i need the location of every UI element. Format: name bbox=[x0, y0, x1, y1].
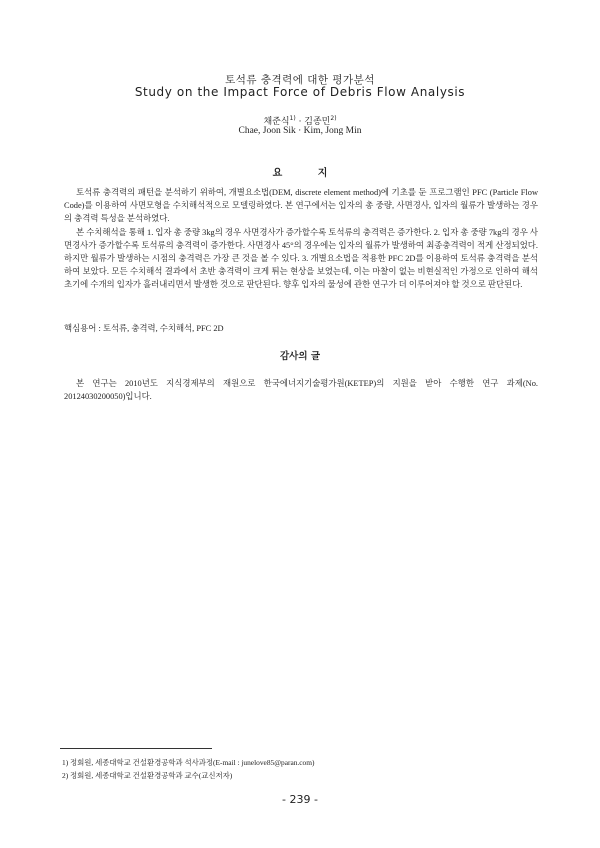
author-second-footnote-mark: 2) bbox=[330, 115, 337, 122]
keywords-line: 핵심용어 : 토석류, 충격력, 수치해석, PFC 2D bbox=[64, 324, 224, 333]
abstract-body bbox=[64, 186, 538, 292]
paper-title-korean: 토석류 충격력에 대한 평가분석 bbox=[225, 74, 375, 86]
acknowledgement-paragraph: 본 연구는 2010년도 지식경제부의 재원으로 한국에너지기술평가원(KETEP)의 지원을 받아 수행한 연구 과제(No. 20124030200050)입니다. bbox=[64, 379, 538, 402]
author-first-footnote-mark: 1) bbox=[289, 115, 296, 122]
footnote-2: 2) 정회원, 세종대학교 건설환경공학과 교수(교신저자) bbox=[62, 771, 233, 780]
author-first: 채준식 bbox=[263, 117, 290, 127]
paper-title-english: Study on the Impact Force of Debris Flow Analysis bbox=[134, 85, 466, 99]
abstract-paragraph: 본 수치해석을 통해 1. 입자 총 중량 3kg의 경우 사면경사가 증가할수록 토석류의 충격력은 증가한다. 2. 입자 총 중량 7kg의 경우 사면경사가 증가할수록 토석류의 충격력이 증가한다. 사면경사 45°의 경우에는 입자의 월류가 발생하여 최종충격력이 적게 산정되었다. 하지만 월류가 발생하는 시점의 충격력은 가장 큰 것을 볼 수 있다. 3. 개별요소법을 적용한 PFC 2D를 이용하여 토석류 충격력을 분석하여 보았다. 모든 수치해석 결과에서 초반 충격력이 크게 튀는 현상을 보였는데, 이는 마찰이 없는 비현실적인 가정으로 인하여 해석 초기에 수개의 입자가 흘러내리면서 발생한 것으로 판단된다. 향후 입자의 물성에 관한 연구가 더 이루어져야 할 것으로 판단된다. bbox=[64, 227, 538, 290]
abstract-heading: 요 지 bbox=[272, 168, 344, 179]
author-second: 김종민 bbox=[304, 117, 331, 127]
acknowledgement-body bbox=[64, 377, 538, 403]
page-number: - 239 - bbox=[282, 793, 318, 806]
author-separator: · bbox=[295, 117, 305, 127]
footnote-1: 1) 정회원, 세종대학교 건설환경공학과 석사과정(E-mail : junelove85@paran.com) bbox=[62, 758, 315, 767]
footnote-divider bbox=[60, 748, 212, 749]
authors-english: Chae, Joon Sik · Kim, Jong Min bbox=[238, 126, 362, 136]
acknowledgement-heading: 감사의 글 bbox=[279, 351, 320, 362]
abstract-paragraph: 토석류 충격력의 패턴을 분석하기 위하여, 개별요소법(DEM, discrete element method)에 기초를 둔 프로그램인 PFC (Particle Flow Code)를 이용하여 사면모형을 수치해석적으로 모델링하였다. 본 연구에서는 입자의 총 중량, 사면경사, 입자의 월류가 발생하는 경우의 충격력 특성을 분석하였다. bbox=[64, 188, 538, 224]
